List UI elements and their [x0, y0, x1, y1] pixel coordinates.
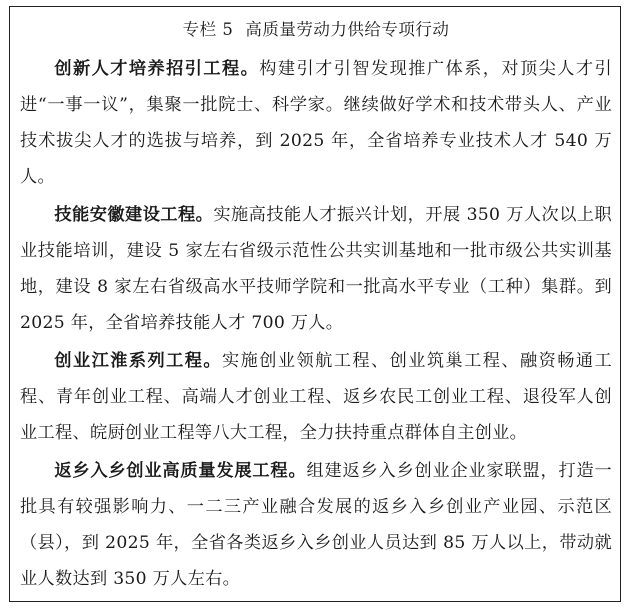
- section-body: 组建返乡入乡创业企业家联盟，打造一批具有较强影响力、一二三产业融合发展的返乡入乡创业产业园、示范区（县），到 2025 年，全省各类返乡入乡创业人员达到 85 万人以上，带动就业人数达到 350 万人左右。: [20, 461, 613, 589]
- section-lead: 返乡入乡创业高质量发展工程。: [54, 461, 307, 481]
- box-title-text: 高质量劳动力供给专项行动: [245, 20, 450, 39]
- section-lead: 创新人才培养招引工程。: [54, 59, 260, 79]
- section-skills-anhui: [20, 197, 612, 341]
- box-title-number: 专栏 5: [182, 20, 234, 39]
- box-title: [20, 17, 612, 43]
- section-lead: 创业江淮系列工程。: [54, 351, 223, 371]
- section-entrepreneurship-jianghuai: [20, 343, 612, 451]
- section-returning-entrepreneurship: [20, 453, 612, 597]
- special-column-box: [9, 6, 621, 602]
- section-talent-attraction: [20, 51, 612, 195]
- section-lead: 技能安徽建设工程。: [54, 205, 214, 225]
- section-body: 实施创业领航工程、创业筑巢工程、融资畅通工程、青年创业工程、高端人才创业工程、返乡农民工创业工程、退役军人创业工程、皖厨创业工程等八大工程，全力扶持重点群体自主创业。: [20, 351, 612, 443]
- section-body: 构建引才引智发现推广体系，对顶尖人才引进“一事一议”，集聚一批院士、科学家。继续做好学术和技术带头人、产业技术拔尖人才的选拔与培养，到 2025 年，全省培养专业技术人才 540 万人。: [20, 59, 612, 187]
- section-body: 实施高技能人才振兴计划，开展 350 万人次以上职业技能培训，建设 5 家左右省级示范性公共实训基地和一批市级公共实训基地，建设 8 家左右省级高水平技师学院和一批高水平专业（工种）集群。到 2025 年，全省培养技能人才 700 万人。: [20, 205, 613, 333]
